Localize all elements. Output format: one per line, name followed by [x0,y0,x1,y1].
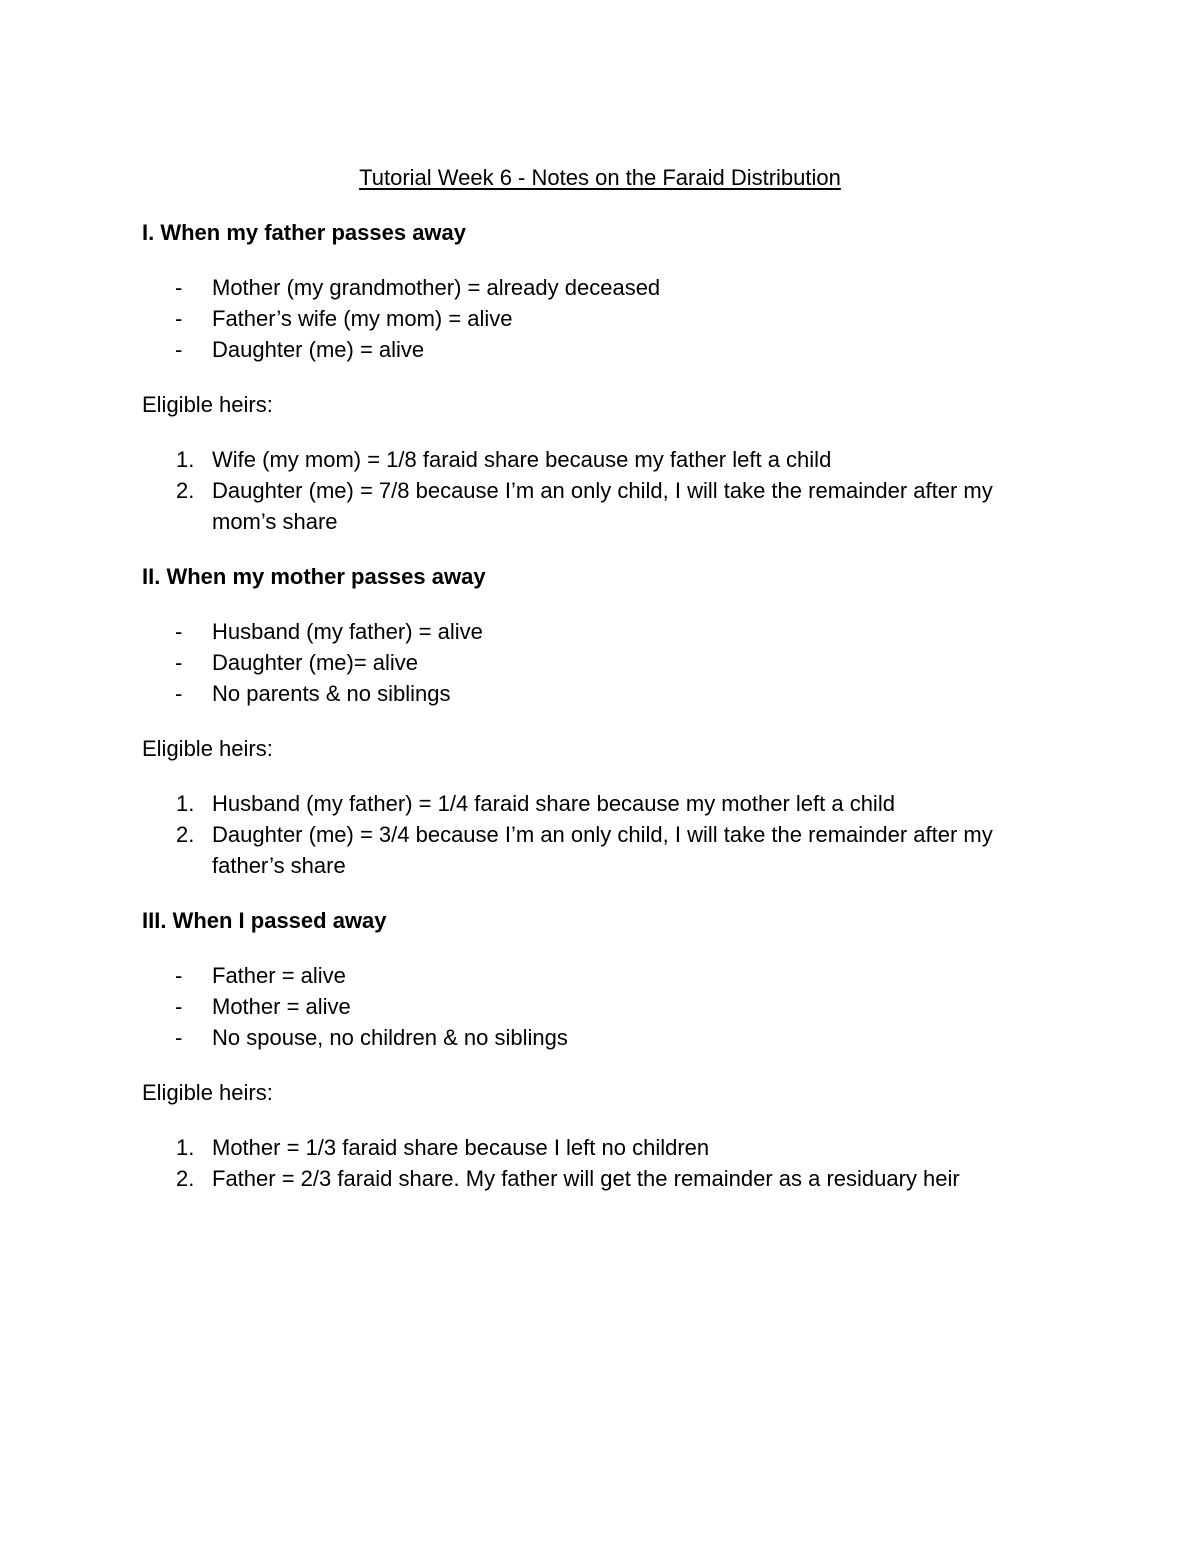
list-item [142,303,1058,334]
bullet-dash: - [175,994,183,1019]
list-item [142,678,1058,709]
list-item [142,647,1058,678]
fact-text: Husband (my father) = alive [212,619,483,644]
list-item [142,819,1058,881]
section-heading-father: I. When my father passes away [142,220,467,245]
list-item [142,1022,1058,1053]
fact-text: Daughter (me) = alive [212,337,425,362]
list-item [142,960,1058,991]
bullet-dash: - [175,963,183,988]
heir-list-self [142,1132,1058,1194]
list-item [142,444,1058,475]
list-number: 1. [176,447,195,472]
document-body [142,162,1058,1194]
list-item [142,991,1058,1022]
list-item [142,272,1058,303]
fact-text: Mother = alive [212,994,351,1019]
list-number: 1. [176,791,195,816]
bullet-dash: - [175,1025,183,1050]
heir-text: Daughter (me) = 3/4 because I’m an only child, I will take the remainder after my father’s share [212,822,993,878]
document-title: Tutorial Week 6 - Notes on the Faraid Distribution [359,165,841,190]
list-item [142,616,1058,647]
list-number: 2. [176,478,195,503]
fact-text: No parents & no siblings [212,681,451,706]
list-number: 1. [176,1135,195,1160]
list-item [142,1132,1058,1163]
section-heading-self: III. When I passed away [142,908,387,933]
heir-text: Father = 2/3 faraid share. My father will get the remainder as a residuary heir [212,1166,960,1191]
bullet-dash: - [175,619,183,644]
heirs-label: Eligible heirs: [142,392,273,417]
fact-text: Daughter (me)= alive [212,650,419,675]
fact-list-self [142,960,1058,1053]
section-heading-mother: II. When my mother passes away [142,564,486,589]
list-item [142,475,1058,537]
bullet-dash: - [175,650,183,675]
list-item [142,334,1058,365]
bullet-dash: - [175,337,183,362]
list-number: 2. [176,1166,195,1191]
heir-list-mother [142,788,1058,881]
heir-text: Wife (my mom) = 1/8 faraid share because my father left a child [212,447,832,472]
heirs-label: Eligible heirs: [142,1080,273,1105]
heir-list-father [142,444,1058,537]
list-item [142,788,1058,819]
heir-text: Daughter (me) = 7/8 because I’m an only child, I will take the remainder after my mom’s share [212,478,993,534]
fact-text: Mother (my grandmother) = already deceased [212,275,661,300]
heir-text: Mother = 1/3 faraid share because I left no children [212,1135,710,1160]
fact-list-father [142,272,1058,365]
list-item [142,1163,1058,1194]
bullet-dash: - [175,275,183,300]
heirs-label: Eligible heirs: [142,736,273,761]
fact-text: Father’s wife (my mom) = alive [212,306,513,331]
fact-list-mother [142,616,1058,709]
heir-text: Husband (my father) = 1/4 faraid share because my mother left a child [212,791,895,816]
bullet-dash: - [175,681,183,706]
bullet-dash: - [175,306,183,331]
fact-text: No spouse, no children & no siblings [212,1025,568,1050]
list-number: 2. [176,822,195,847]
fact-text: Father = alive [212,963,346,988]
